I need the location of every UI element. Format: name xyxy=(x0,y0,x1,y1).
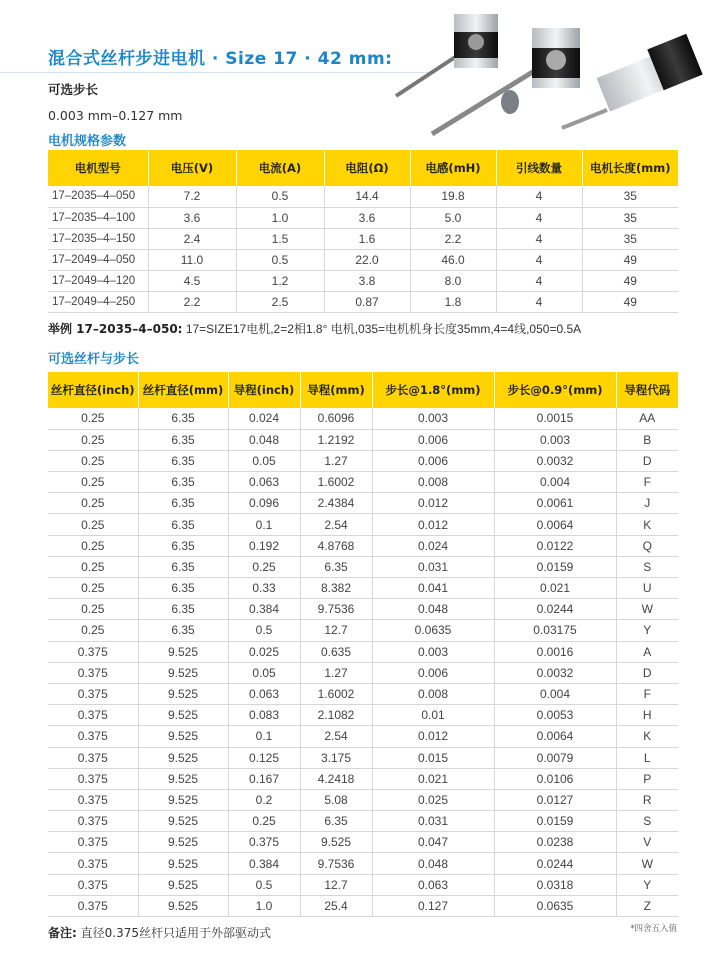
screw-cell: 0.0244 xyxy=(494,599,616,620)
example-note xyxy=(48,320,581,337)
screw-cell: 0.0238 xyxy=(494,832,616,853)
screw-cell: 9.525 xyxy=(138,705,228,726)
spec-header-row xyxy=(48,150,678,186)
screw-cell: 0.375 xyxy=(48,895,138,916)
screw-cell: 0.0635 xyxy=(494,895,616,916)
screw-cell: 3.175 xyxy=(300,747,372,768)
screw-cell: 0.0064 xyxy=(494,514,616,535)
screw-cell: Q xyxy=(616,535,678,556)
screw-cell: 1.6002 xyxy=(300,683,372,704)
screw-cell: 0.5 xyxy=(228,874,300,895)
screw-row xyxy=(48,641,678,662)
screw-cell: J xyxy=(616,493,678,514)
spec-cell: 2.2 xyxy=(410,228,496,249)
screw-cell: 4.2418 xyxy=(300,768,372,789)
screw-cell: 2.54 xyxy=(300,726,372,747)
screw-cell: 9.7536 xyxy=(300,599,372,620)
screw-cell: 6.35 xyxy=(138,535,228,556)
screw-cell: 0.1 xyxy=(228,514,300,535)
screw-cell: Y xyxy=(616,874,678,895)
screw-cell: 0.047 xyxy=(372,832,494,853)
screw-cell: 0.05 xyxy=(228,450,300,471)
screw-row xyxy=(48,408,678,429)
screw-cell: 2.54 xyxy=(300,514,372,535)
screw-row xyxy=(48,895,678,916)
spec-cell: 1.6 xyxy=(324,228,410,249)
screw-cell: H xyxy=(616,705,678,726)
screw-cell: 0.012 xyxy=(372,493,494,514)
screw-cell: 9.525 xyxy=(138,641,228,662)
screw-cell: 0.1 xyxy=(228,726,300,747)
screw-cell: 6.35 xyxy=(138,514,228,535)
screw-cell: 0.384 xyxy=(228,853,300,874)
screw-cell: 6.35 xyxy=(138,450,228,471)
screw-cell: 0.048 xyxy=(228,429,300,450)
spec-cell: 4 xyxy=(496,186,582,207)
screw-cell: F xyxy=(616,683,678,704)
screw-cell: 1.2192 xyxy=(300,429,372,450)
spec-row xyxy=(48,249,678,270)
screw-row xyxy=(48,556,678,577)
screw-cell: 0.015 xyxy=(372,747,494,768)
spec-cell: 5.0 xyxy=(410,207,496,228)
spec-cell: 35 xyxy=(582,186,678,207)
screw-row xyxy=(48,811,678,832)
screw-cell: 4.8768 xyxy=(300,535,372,556)
screw-row xyxy=(48,683,678,704)
screw-cell: 0.375 xyxy=(48,641,138,662)
screw-cell: 9.525 xyxy=(138,811,228,832)
screw-cell: 9.525 xyxy=(138,683,228,704)
screw-cell: 0.003 xyxy=(372,408,494,429)
screw-cell: L xyxy=(616,747,678,768)
screw-cell: 0.375 xyxy=(48,768,138,789)
spec-column-header: 电压(V) xyxy=(148,150,236,186)
screw-cell: 5.08 xyxy=(300,789,372,810)
screw-cell: 0.05 xyxy=(228,662,300,683)
spec-cell: 2.4 xyxy=(148,228,236,249)
screw-cell: W xyxy=(616,599,678,620)
screw-cell: 0.063 xyxy=(228,472,300,493)
spec-cell: 17–2049–4–120 xyxy=(48,270,148,291)
step-length-range: 0.003 mm–0.127 mm xyxy=(48,108,183,123)
screw-cell: 1.27 xyxy=(300,450,372,471)
spec-cell: 4 xyxy=(496,207,582,228)
screw-cell: 0.25 xyxy=(48,556,138,577)
spec-cell: 4 xyxy=(496,249,582,270)
screw-cell: 9.525 xyxy=(138,832,228,853)
screw-cell: 0.063 xyxy=(372,874,494,895)
screw-column-header: 导程(mm) xyxy=(300,372,372,408)
screw-cell: 6.35 xyxy=(138,620,228,641)
spec-column-header: 电机型号 xyxy=(48,150,148,186)
screw-cell: 0.004 xyxy=(494,683,616,704)
title-divider xyxy=(0,72,430,73)
screw-cell: 0.012 xyxy=(372,726,494,747)
screw-row xyxy=(48,429,678,450)
spec-row xyxy=(48,207,678,228)
screw-cell: 0.003 xyxy=(372,641,494,662)
screw-cell: 9.525 xyxy=(138,662,228,683)
spec-cell: 8.0 xyxy=(410,270,496,291)
screw-cell: 0.004 xyxy=(494,472,616,493)
screw-row xyxy=(48,789,678,810)
spec-cell: 2.5 xyxy=(236,291,324,312)
spec-cell: 49 xyxy=(582,291,678,312)
screw-cell: 0.375 xyxy=(48,662,138,683)
screw-cell: 0.0079 xyxy=(494,747,616,768)
spec-cell: 3.6 xyxy=(148,207,236,228)
spec-heading: 电机规格参数 xyxy=(48,134,127,149)
screw-cell: 0.021 xyxy=(372,768,494,789)
screw-cell: 0.375 xyxy=(48,853,138,874)
screw-cell: 0.375 xyxy=(228,832,300,853)
screw-row xyxy=(48,662,678,683)
spec-column-header: 电阻(Ω) xyxy=(324,150,410,186)
screw-cell: P xyxy=(616,768,678,789)
spec-row xyxy=(48,291,678,312)
screw-cell: 0.0159 xyxy=(494,811,616,832)
screw-row xyxy=(48,493,678,514)
spec-cell: 49 xyxy=(582,270,678,291)
screw-cell: 0.25 xyxy=(48,408,138,429)
screw-cell: R xyxy=(616,789,678,810)
screw-cell: 0.25 xyxy=(48,472,138,493)
footnote-label: 备注: xyxy=(48,926,77,940)
screw-column-header: 步长@1.8°(mm) xyxy=(372,372,494,408)
stepper-motor-product-image xyxy=(392,0,723,148)
screw-cell: S xyxy=(616,811,678,832)
screw-header-row xyxy=(48,372,678,408)
screw-cell: 0.0127 xyxy=(494,789,616,810)
screw-body xyxy=(48,408,678,917)
spec-cell: 35 xyxy=(582,228,678,249)
screw-cell: 0.375 xyxy=(48,726,138,747)
spec-column-header: 电流(A) xyxy=(236,150,324,186)
spec-cell: 4.5 xyxy=(148,270,236,291)
screw-cell: 0.048 xyxy=(372,853,494,874)
screw-cell: AA xyxy=(616,408,678,429)
screw-cell: 0.01 xyxy=(372,705,494,726)
screw-cell: 9.525 xyxy=(138,726,228,747)
screw-cell: 12.7 xyxy=(300,620,372,641)
screw-cell: 0.0016 xyxy=(494,641,616,662)
screw-cell: 9.7536 xyxy=(300,853,372,874)
screw-row xyxy=(48,832,678,853)
screw-cell: 0.025 xyxy=(372,789,494,810)
screw-row xyxy=(48,853,678,874)
screw-cell: 0.167 xyxy=(228,768,300,789)
spec-cell: 1.0 xyxy=(236,207,324,228)
spec-row xyxy=(48,228,678,249)
spec-table xyxy=(48,150,678,313)
screw-cell: 0.021 xyxy=(494,578,616,599)
screw-cell: K xyxy=(616,726,678,747)
screw-cell: 0.083 xyxy=(228,705,300,726)
screw-column-header: 丝杆直径(mm) xyxy=(138,372,228,408)
screw-column-header: 导程代码 xyxy=(616,372,678,408)
spec-cell: 19.8 xyxy=(410,186,496,207)
spec-cell: 22.0 xyxy=(324,249,410,270)
screw-cell: A xyxy=(616,641,678,662)
spec-cell: 49 xyxy=(582,249,678,270)
screw-cell: 6.35 xyxy=(138,578,228,599)
screw-cell: 0.25 xyxy=(48,599,138,620)
screw-cell: 0.25 xyxy=(48,450,138,471)
screw-cell: 2.4384 xyxy=(300,493,372,514)
spec-cell: 1.8 xyxy=(410,291,496,312)
screw-cell: 0.375 xyxy=(48,832,138,853)
spec-body xyxy=(48,186,678,312)
screw-cell: 0.0032 xyxy=(494,450,616,471)
spec-cell: 46.0 xyxy=(410,249,496,270)
screw-cell: 0.5 xyxy=(228,620,300,641)
screw-cell: B xyxy=(616,429,678,450)
screw-cell: 0.25 xyxy=(228,556,300,577)
screw-cell: D xyxy=(616,450,678,471)
screw-cell: 0.0106 xyxy=(494,768,616,789)
screw-cell: 0.375 xyxy=(48,705,138,726)
screw-cell: 0.25 xyxy=(48,535,138,556)
screw-cell: 0.375 xyxy=(48,789,138,810)
screw-cell: 0.375 xyxy=(48,683,138,704)
spec-cell: 1.5 xyxy=(236,228,324,249)
step-length-label: 可选步长 xyxy=(48,82,99,97)
screw-cell: 0.0244 xyxy=(494,853,616,874)
screw-row xyxy=(48,620,678,641)
screw-heading: 可选丝杆与步长 xyxy=(48,352,140,367)
rounding-note: *四舍五入值 xyxy=(630,924,677,934)
screw-cell: 12.7 xyxy=(300,874,372,895)
screw-cell: 0.048 xyxy=(372,599,494,620)
screw-cell: 6.35 xyxy=(138,408,228,429)
screw-cell: 0.0064 xyxy=(494,726,616,747)
spec-cell: 1.2 xyxy=(236,270,324,291)
screw-cell: 0.008 xyxy=(372,683,494,704)
screw-cell: F xyxy=(616,472,678,493)
screw-row xyxy=(48,514,678,535)
screw-cell: 9.525 xyxy=(138,895,228,916)
screw-cell: 0.0635 xyxy=(372,620,494,641)
screw-cell: 6.35 xyxy=(138,556,228,577)
screw-row xyxy=(48,599,678,620)
screw-cell: U xyxy=(616,578,678,599)
screw-table xyxy=(48,372,678,917)
screw-cell: 9.525 xyxy=(138,789,228,810)
screw-row xyxy=(48,450,678,471)
screw-cell: 0.0159 xyxy=(494,556,616,577)
screw-cell: 6.35 xyxy=(300,811,372,832)
screw-cell: 0.25 xyxy=(48,429,138,450)
screw-row xyxy=(48,726,678,747)
spec-cell: 2.2 xyxy=(148,291,236,312)
screw-cell: K xyxy=(616,514,678,535)
screw-cell: 0.635 xyxy=(300,641,372,662)
screw-cell: Z xyxy=(616,895,678,916)
screw-cell: 0.0053 xyxy=(494,705,616,726)
spec-cell: 11.0 xyxy=(148,249,236,270)
screw-row xyxy=(48,535,678,556)
screw-cell: 6.35 xyxy=(138,472,228,493)
screw-cell: 0.25 xyxy=(48,514,138,535)
screw-cell: 0.012 xyxy=(372,514,494,535)
spec-cell: 35 xyxy=(582,207,678,228)
spec-row xyxy=(48,186,678,207)
screw-cell: 1.27 xyxy=(300,662,372,683)
screw-cell: 9.525 xyxy=(300,832,372,853)
screw-cell: 25.4 xyxy=(300,895,372,916)
screw-row xyxy=(48,747,678,768)
spec-column-header: 引线数量 xyxy=(496,150,582,186)
spec-cell: 3.8 xyxy=(324,270,410,291)
screw-cell: 0.25 xyxy=(48,578,138,599)
footnote xyxy=(48,924,271,941)
footnote-text: 直径0.375丝杆只适用于外部驱动式 xyxy=(76,926,271,940)
spec-cell: 3.6 xyxy=(324,207,410,228)
screw-row xyxy=(48,578,678,599)
spec-cell: 7.2 xyxy=(148,186,236,207)
screw-cell: S xyxy=(616,556,678,577)
screw-cell: 0.025 xyxy=(228,641,300,662)
screw-cell: 9.525 xyxy=(138,853,228,874)
screw-cell: 0.0015 xyxy=(494,408,616,429)
screw-cell: 0.375 xyxy=(48,747,138,768)
spec-cell: 17–2049–4–250 xyxy=(48,291,148,312)
screw-cell: 9.525 xyxy=(138,747,228,768)
screw-cell: 0.031 xyxy=(372,556,494,577)
screw-cell: 0.127 xyxy=(372,895,494,916)
screw-cell: 0.2 xyxy=(228,789,300,810)
screw-cell: 0.0122 xyxy=(494,535,616,556)
screw-cell: 8.382 xyxy=(300,578,372,599)
spec-cell: 0.5 xyxy=(236,186,324,207)
screw-cell: 0.0061 xyxy=(494,493,616,514)
spec-cell: 17–2049–4–050 xyxy=(48,249,148,270)
screw-cell: 0.03175 xyxy=(494,620,616,641)
screw-column-header: 导程(inch) xyxy=(228,372,300,408)
spec-row xyxy=(48,270,678,291)
screw-cell: 0.25 xyxy=(228,811,300,832)
screw-cell: 2.1082 xyxy=(300,705,372,726)
screw-cell: 6.35 xyxy=(138,599,228,620)
screw-row xyxy=(48,768,678,789)
screw-cell: 9.525 xyxy=(138,874,228,895)
screw-column-header: 步长@0.9°(mm) xyxy=(494,372,616,408)
screw-row xyxy=(48,705,678,726)
screw-cell: 0.384 xyxy=(228,599,300,620)
screw-cell: 0.125 xyxy=(228,747,300,768)
screw-cell: 0.024 xyxy=(228,408,300,429)
screw-cell: 6.35 xyxy=(300,556,372,577)
screw-cell: 6.35 xyxy=(138,429,228,450)
screw-cell: 0.25 xyxy=(48,493,138,514)
screw-cell: 1.0 xyxy=(228,895,300,916)
screw-cell: 0.006 xyxy=(372,429,494,450)
screw-cell: D xyxy=(616,662,678,683)
spec-column-header: 电感(mH) xyxy=(410,150,496,186)
spec-cell: 4 xyxy=(496,228,582,249)
screw-cell: 0.0318 xyxy=(494,874,616,895)
screw-cell: 0.008 xyxy=(372,472,494,493)
spec-cell: 17–2035–4–050 xyxy=(48,186,148,207)
screw-cell: 9.525 xyxy=(138,768,228,789)
spec-cell: 4 xyxy=(496,291,582,312)
screw-cell: 0.006 xyxy=(372,662,494,683)
screw-row xyxy=(48,874,678,895)
screw-cell: 0.0032 xyxy=(494,662,616,683)
screw-cell: 6.35 xyxy=(138,493,228,514)
screw-cell: 0.031 xyxy=(372,811,494,832)
screw-cell: 0.192 xyxy=(228,535,300,556)
spec-cell: 0.87 xyxy=(324,291,410,312)
screw-cell: 0.25 xyxy=(48,620,138,641)
spec-column-header: 电机长度(mm) xyxy=(582,150,678,186)
screw-cell: 0.006 xyxy=(372,450,494,471)
screw-cell: V xyxy=(616,832,678,853)
screw-cell: 0.6096 xyxy=(300,408,372,429)
example-text: 17=SIZE17电机,2=2相1.8° 电机,035=电机机身长度35mm,4=4线,050=0.5A xyxy=(182,322,582,336)
spec-cell: 0.5 xyxy=(236,249,324,270)
screw-cell: Y xyxy=(616,620,678,641)
screw-cell: 0.375 xyxy=(48,874,138,895)
screw-cell: 0.375 xyxy=(48,811,138,832)
screw-cell: W xyxy=(616,853,678,874)
spec-cell: 17–2035–4–150 xyxy=(48,228,148,249)
screw-column-header: 丝杆直径(inch) xyxy=(48,372,138,408)
screw-cell: 0.063 xyxy=(228,683,300,704)
screw-cell: 0.003 xyxy=(494,429,616,450)
screw-cell: 0.024 xyxy=(372,535,494,556)
page-title: 混合式丝杆步进电机 · Size 17 · 42 mm: xyxy=(48,49,393,69)
spec-cell: 4 xyxy=(496,270,582,291)
screw-cell: 0.041 xyxy=(372,578,494,599)
screw-cell: 1.6002 xyxy=(300,472,372,493)
spec-cell: 17–2035–4–100 xyxy=(48,207,148,228)
screw-cell: 0.096 xyxy=(228,493,300,514)
spec-cell: 14.4 xyxy=(324,186,410,207)
screw-cell: 0.33 xyxy=(228,578,300,599)
screw-row xyxy=(48,472,678,493)
example-label: 举例 17–2035–4–050: xyxy=(48,322,183,336)
